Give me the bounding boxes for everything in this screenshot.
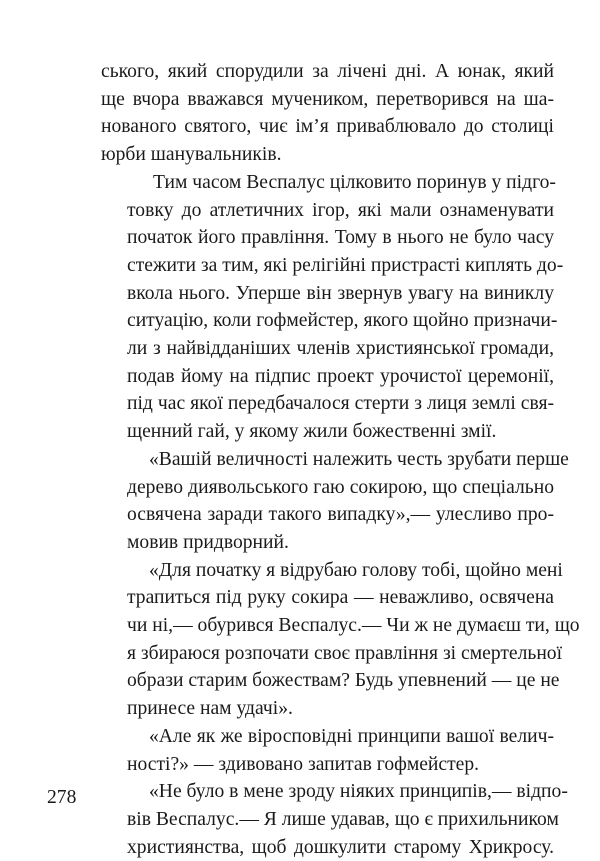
text-line: товку до атлетичних ігор, які мали ознаменувати: [127, 199, 554, 221]
text-line: «Вашій величності належить честь зрубати перше: [149, 448, 569, 470]
paragraph-4: [101, 557, 580, 723]
text-line: щенний гай, у якому жили божественні змії.: [127, 421, 497, 443]
text-line: мовив придворний.: [127, 531, 289, 553]
paragraph-1: [101, 58, 554, 169]
text-line: початок його правління. Тому в нього не було часу: [127, 227, 554, 249]
paragraph-2: [101, 169, 564, 446]
text-line: ситуацію, коли гофмейстер, якого щойно призначи-: [127, 310, 558, 332]
text-line: «Не було в мене зроду ніяких принципів,— відпо-: [149, 781, 568, 803]
text-line: образи старим божествам? Будь упевнений — це не: [127, 670, 560, 692]
text-line: «Але як же віросповідні принципи вашої велич-: [149, 725, 554, 747]
text-line: вів Веспалус.— Я лише удавав, що є прихильником: [127, 808, 559, 830]
text-line: освячена заради такого випадку»,— улесливо про-: [127, 504, 554, 526]
text-line: трапиться під руку сокира — неважливо, освячена: [127, 587, 554, 609]
text-line: принесе нам удачі».: [127, 698, 293, 720]
text-line: вкола нього. Уперше він звернув увагу на виниклу: [127, 282, 554, 304]
text-line: дерево диявольського гаю сокирою, що спеціально: [127, 476, 554, 498]
paragraph-3: [101, 446, 569, 557]
paragraph-5: [101, 723, 554, 778]
page-body-text: [101, 58, 580, 861]
text-line: ського, який спорудили за лічені дні. А юнак, який: [101, 61, 554, 82]
page-number: 278: [47, 787, 77, 808]
text-line: Тим часом Веспалус цілковито поринув у підго-: [153, 171, 556, 193]
text-line: під час якої передбачалося стерти з лиця землі свя-: [127, 393, 554, 415]
text-line: ще вчора вважався мучеником, перетворився на ша-: [101, 88, 554, 110]
text-line: чи ні,— обурився Веспалус.— Чи ж не думаєш ти, що: [127, 615, 580, 637]
text-line: «Для початку я відрубаю голову тобі, щойно мені: [149, 559, 563, 581]
text-line: ли з найвідданіших членів християнської громади,: [127, 338, 554, 360]
text-line: ності?» — здивовано запитав гофмейстер.: [127, 753, 480, 775]
text-line: подав йому на підпис проект урочистої церемонії,: [127, 365, 554, 387]
text-line: я збираюся розпочати своє правління зі смертельної: [127, 642, 563, 664]
text-line: нованого святого, чиє ім’я приваблювало до столиці: [101, 116, 554, 138]
text-line: юрби шанувальників.: [101, 144, 282, 166]
paragraph-6: [101, 778, 568, 861]
text-line: стежити за тим, які релігійні пристрасті киплять до-: [127, 254, 564, 276]
text-line: християнства, щоб дошкулити старому Хрикросу.: [127, 836, 554, 858]
